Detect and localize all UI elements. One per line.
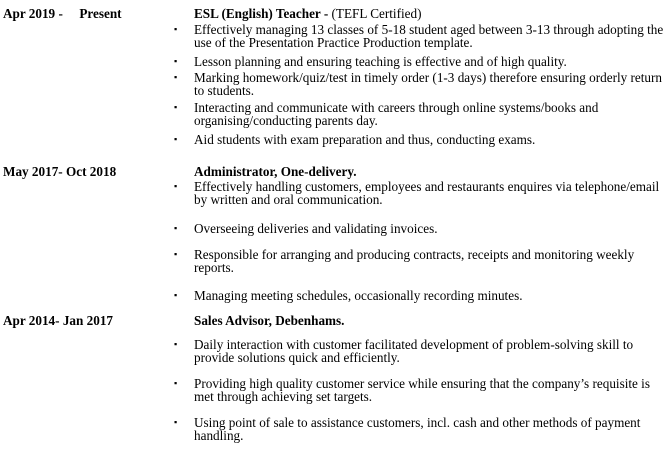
entry-title-rest: (TEFL Certified) xyxy=(328,6,422,21)
bullet-icon: ▪ xyxy=(174,102,178,112)
entry-title-bold: ESL (English) Teacher - xyxy=(194,6,329,21)
bullet-icon: ▪ xyxy=(174,417,178,427)
entry-title-bold: Sales Advisor, Debenhams. xyxy=(194,313,345,328)
entry-date: Apr 2014- Jan 2017 xyxy=(3,313,114,328)
bullet-text: Interacting and communicate with careers through online systems/books and organising/conducting parents day. xyxy=(194,100,599,129)
bullet-text: Using point of sale to assistance customers, incl. cash and other methods of payment handling. xyxy=(194,415,641,444)
entry-title xyxy=(194,6,422,22)
bullet-icon: ▪ xyxy=(174,290,178,300)
bullet-icon: ▪ xyxy=(174,181,178,191)
bullet-text: Responsible for arranging and producing contracts, receipts and monitoring weekly reports. xyxy=(194,247,635,276)
bullet-text: Marking homework/quiz/test in timely order (1-3 days) therefore ensuring orderly return to students. xyxy=(194,70,663,99)
entry-title xyxy=(194,164,357,180)
bullet-icon: ▪ xyxy=(174,72,178,82)
bullet-text: Daily interaction with customer facilitated development of problem-solving skill to provide solutions quick and efficiently. xyxy=(194,337,634,366)
entry-title xyxy=(194,313,344,329)
bullet-text: Effectively managing 13 classes of 5-18 student aged between 3-13 through adopting the use of the Presentation Practice Production template. xyxy=(194,22,664,51)
bullet-text: Effectively handling customers, employees and restaurants enquires via telephone/email by written and oral communication. xyxy=(194,179,660,208)
bullet-text: Managing meeting schedules, occasionally recording minutes. xyxy=(194,288,523,303)
bullet-icon: ▪ xyxy=(174,249,178,259)
bullet-text: Lesson planning and ensuring teaching is effective and of high quality. xyxy=(194,54,567,69)
bullet-icon: ▪ xyxy=(174,56,178,66)
bullet-icon: ▪ xyxy=(174,24,178,34)
bullet-text: Providing high quality customer service while ensuring that the company’s requisite is met through achieving set targets. xyxy=(194,376,650,405)
bullet-text: Overseeing deliveries and validating invoices. xyxy=(194,221,438,236)
bullet-icon: ▪ xyxy=(174,134,178,144)
entry-title-bold: Administrator, One-delivery. xyxy=(194,164,357,179)
bullet-text: Aid students with exam preparation and thus, conducting exams. xyxy=(194,132,536,147)
bullet-icon: ▪ xyxy=(174,223,178,233)
bullet-icon: ▪ xyxy=(174,378,178,388)
entry-date: May 2017- Oct 2018 xyxy=(3,164,117,179)
entry-date: Apr 2019 - Present xyxy=(3,6,122,21)
bullet-icon: ▪ xyxy=(174,339,178,349)
